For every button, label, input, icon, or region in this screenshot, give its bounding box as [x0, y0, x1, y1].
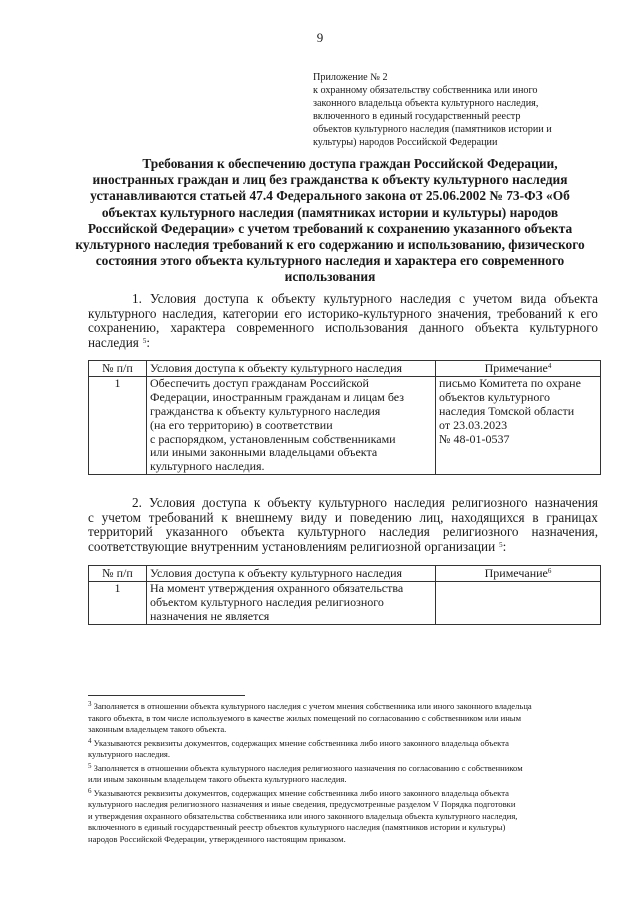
table-header-row — [89, 361, 601, 377]
title-line: использования — [284, 269, 376, 285]
section2-table — [88, 565, 601, 625]
footnote-ref[interactable]: 6 — [547, 567, 552, 575]
footnote-ref[interactable]: 4 — [547, 362, 552, 370]
title-line: культурного наследия требований к его содержанию и использованию, физического — [75, 237, 585, 253]
cell-number: 1 — [89, 376, 147, 474]
section2-line: с учетом требований к внешнему виду и поведению лиц, находящихся в границах — [88, 509, 598, 525]
title-line: Российской Федерации» с учетом требований к сохранению указанного объекта — [87, 220, 573, 236]
footnote-4: $^4$ Указываются реквизиты документов, содержащих мнение собственника либо иного законного владельца объекта культурного наследия. — [88, 736, 509, 759]
section2-line: 2. Условия доступа к объекту культурного наследия религиозного назначения — [132, 495, 598, 510]
appendix-line: Приложение № 2 — [313, 72, 388, 83]
section1-line: сохранению, характера современного использования данного объекта культурного — [88, 320, 598, 335]
col-header-number: № п/п — [89, 566, 147, 582]
section1-line-last: наследия $^5$ : — [88, 334, 151, 350]
document-title — [60, 156, 600, 286]
title-line: иностранных граждан и лиц без гражданства к объекту культурного наследия — [92, 172, 568, 188]
col-header-note: Примечание$^4$ — [436, 361, 601, 377]
appendix-line: законного владельца объекта культурного наследия, — [313, 98, 539, 110]
footnote-ref[interactable]: 5 — [499, 540, 503, 549]
title-line: устанавливаются статьей 47.4 Федерального закона от 25.06.2002 № 73-ФЗ «Об — [90, 188, 570, 204]
cell-note — [436, 581, 601, 624]
cell-number: 1 — [89, 581, 147, 624]
cell-condition: Обеспечить доступ гражданам Российской Федерации, иностранным гражданам и лицам без гражданства к объекту культурного наследия (на его территорию) в соответствии с распорядком, установленным собственниками или иными законными владельцами объекта культурного наследия. — [147, 376, 436, 474]
table-row — [89, 581, 601, 624]
title-line: состояния этого объекта культурного наследия и характера его современного — [95, 253, 565, 269]
appendix-line: объектов культурного наследия (памятников истории и — [313, 124, 552, 136]
col-header-note: Примечание$^6$ — [436, 566, 601, 582]
appendix-line: включенного в единый государственный реестр — [313, 111, 521, 123]
footnote-3: $^3$ Заполняется в отношении объекта культурного наследия с учетом мнения собственника или иного законного владельца такого объекта, в том числе используемого в качестве жилых помещений по согласованию с собственником или иным законным владельцем такого объекта. — [88, 700, 532, 734]
footnote-separator — [88, 695, 245, 696]
cell-note: письмо Комитета по охране объектов культурного наследия Томской области от 23.03.2023 № 48-01-0537 — [436, 376, 601, 474]
appendix-line: к охранному обязательству собственника или иного — [313, 85, 538, 97]
footnote-6: $^6$ Указываются реквизиты документов, содержащих мнение собственника либо иного законного владельца объекта культурного наследия религиозного назначения и иные сведения, предусмотренные разделом V Порядка подготовки и утверждения охранного обязательства собственника или иного законного владельца объекта культурного наследия, включенного в единый государственный реестр объектов культурного наследия (памятников истории и культуры) народов Российской Федерации, утвержденного настоящим приказом. — [88, 786, 518, 844]
page-number: 9 — [316, 30, 324, 45]
section1-paragraph — [88, 292, 598, 350]
section1-line: культурного наследия, категории его историко-культурного значения, требований к его — [88, 305, 598, 321]
footnote-ref[interactable]: 5 — [142, 336, 147, 345]
section2-line-last: соответствующие внутренним установлениям религиозной организации $^5$ : — [88, 538, 507, 554]
appendix-line: культуры) народов Российской Федерации — [313, 137, 498, 149]
table-row — [89, 376, 601, 474]
title-line: объектах культурного наследия (памятниках истории и культуры) народов — [101, 204, 559, 220]
section2-paragraph — [88, 496, 598, 554]
col-header-condition: Условия доступа к объекту культурного наследия — [147, 361, 436, 377]
cell-condition: На момент утверждения охранного обязательства объектом культурного наследия религиозного назначения не является — [147, 581, 436, 624]
table-header-row — [89, 566, 601, 582]
section2-line: территорий указанного объекта культурного наследия религиозного назначения, — [88, 524, 598, 539]
col-header-condition: Условия доступа к объекту культурного наследия — [147, 566, 436, 582]
footnotes — [88, 701, 608, 847]
section1-line: 1. Условия доступа к объекту культурного наследия с учетом вида объекта — [132, 291, 598, 306]
section1-table — [88, 360, 601, 475]
col-header-number: № п/п — [89, 361, 147, 377]
appendix-header — [313, 71, 603, 150]
footnote-5: $^5$ Заполняется в отношении объекта культурного наследия религиозного назначения по согласованию с собственником или иным законным владельцем такого объекта культурного наследия. — [88, 761, 523, 784]
title-line: Требования к обеспечению доступа граждан Российской Федерации, — [142, 156, 558, 171]
